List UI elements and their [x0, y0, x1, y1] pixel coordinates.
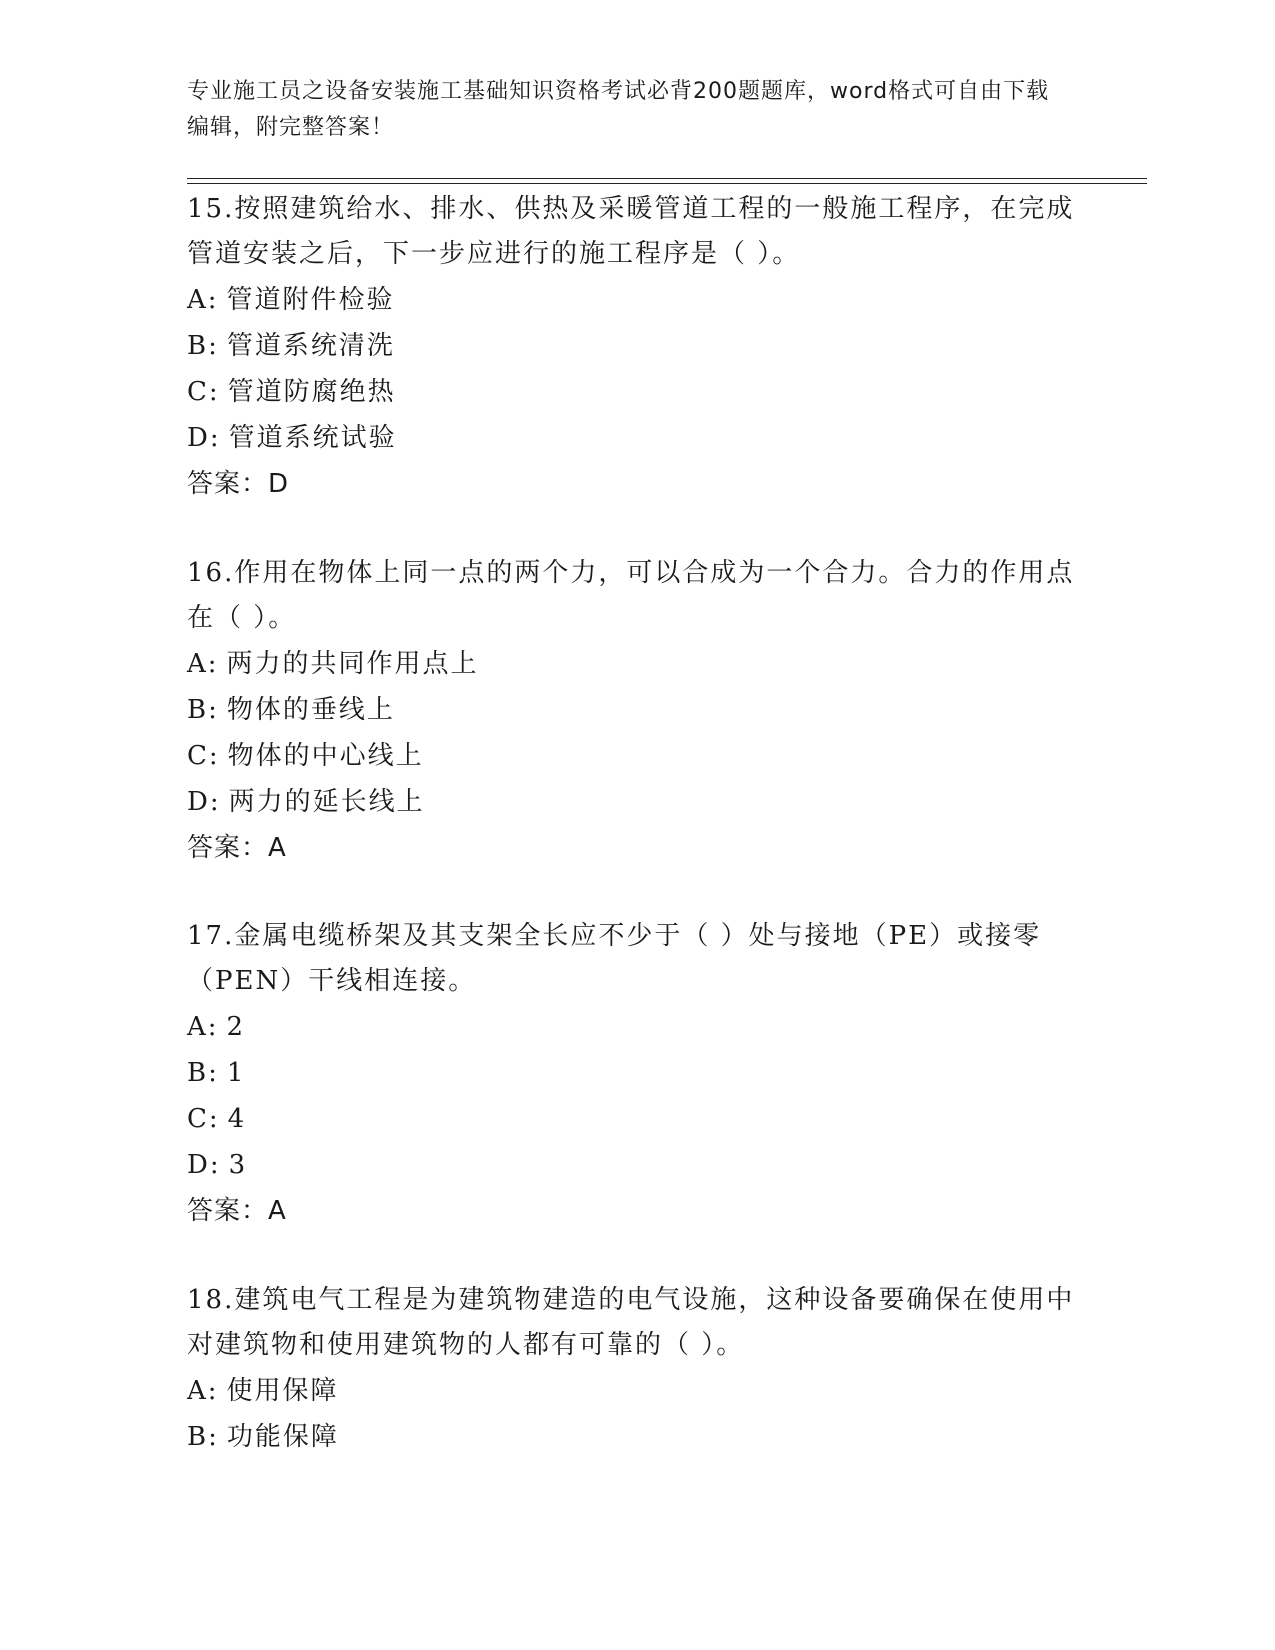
option-text: 4 — [227, 1104, 247, 1134]
option-letter: C: — [187, 377, 220, 407]
option-text: 两力的延长线上 — [228, 787, 425, 817]
answer-label: 答案： — [187, 469, 269, 499]
option-b — [187, 1414, 1087, 1460]
option-d — [187, 779, 1087, 825]
option-c — [187, 1096, 1087, 1142]
document-header: 专业施工员之设备安装施工基础知识资格考试必背200题题库，word格式可自由下载编辑，附完整答案！ — [187, 79, 1050, 140]
question-15 — [187, 187, 1087, 507]
answer-value: D — [268, 469, 290, 499]
option-text: 两力的共同作用点上 — [226, 649, 479, 679]
answer-label: 答案： — [187, 833, 269, 863]
option-letter: B: — [187, 331, 219, 361]
option-text: 物体的中心线上 — [227, 741, 424, 771]
option-letter: A: — [187, 649, 219, 679]
option-letter: A: — [187, 1012, 219, 1042]
option-letter: B: — [187, 1422, 219, 1452]
option-letter: D: — [187, 1150, 221, 1180]
option-letter: B: — [187, 695, 219, 725]
option-c — [187, 733, 1087, 779]
option-text: 功能保障 — [226, 1422, 339, 1452]
option-text: 管道防腐绝热 — [227, 377, 396, 407]
option-text: 3 — [228, 1150, 248, 1180]
option-a — [187, 1368, 1087, 1414]
question-stem: 16.作用在物体上同一点的两个力，可以合成为一个合力。合力的作用点在（ ）。 — [187, 558, 1075, 633]
question-stem: 18.建筑电气工程是为建筑物建造的电气设施，这种设备要确保在使用中对建筑物和使用建筑物的人都有可靠的（ ）。 — [187, 1285, 1075, 1360]
header-divider-bottom — [187, 183, 1147, 184]
option-text: 管道系统试验 — [228, 423, 397, 453]
question-stem: 17.金属电缆桥架及其支架全长应不少于（ ）处与接地（PE）或接零（PEN）干线相连接。 — [187, 921, 1042, 996]
option-text: 1 — [226, 1058, 246, 1088]
question-17 — [187, 914, 1087, 1234]
answer-line — [187, 825, 1087, 871]
option-letter: A: — [187, 285, 219, 315]
option-letter: D: — [187, 423, 221, 453]
answer-value: A — [268, 1196, 287, 1226]
option-c — [187, 369, 1087, 415]
question-18 — [187, 1278, 1087, 1460]
option-b — [187, 1050, 1087, 1096]
question-16 — [187, 551, 1087, 871]
option-a — [187, 641, 1087, 687]
option-letter: C: — [187, 741, 220, 771]
option-text: 管道系统清洗 — [226, 331, 395, 361]
option-text: 物体的垂线上 — [226, 695, 395, 725]
option-a — [187, 277, 1087, 323]
answer-line — [187, 1188, 1087, 1234]
option-d — [187, 1142, 1087, 1188]
option-b — [187, 687, 1087, 733]
answer-label: 答案： — [187, 1196, 269, 1226]
option-letter: A: — [187, 1376, 219, 1406]
option-letter: C: — [187, 1104, 220, 1134]
option-text: 2 — [226, 1012, 246, 1042]
option-text: 使用保障 — [226, 1376, 339, 1406]
option-a — [187, 1004, 1087, 1050]
answer-line — [187, 461, 1087, 507]
option-letter: D: — [187, 787, 221, 817]
answer-value: A — [268, 833, 287, 863]
option-b — [187, 323, 1087, 369]
option-letter: B: — [187, 1058, 219, 1088]
option-d — [187, 415, 1087, 461]
header-divider-top — [187, 178, 1147, 179]
option-text: 管道附件检验 — [226, 285, 395, 315]
question-stem: 15.按照建筑给水、排水、供热及采暖管道工程的一般施工程序，在完成管道安装之后，下一步应进行的施工程序是（ ）。 — [187, 194, 1075, 269]
